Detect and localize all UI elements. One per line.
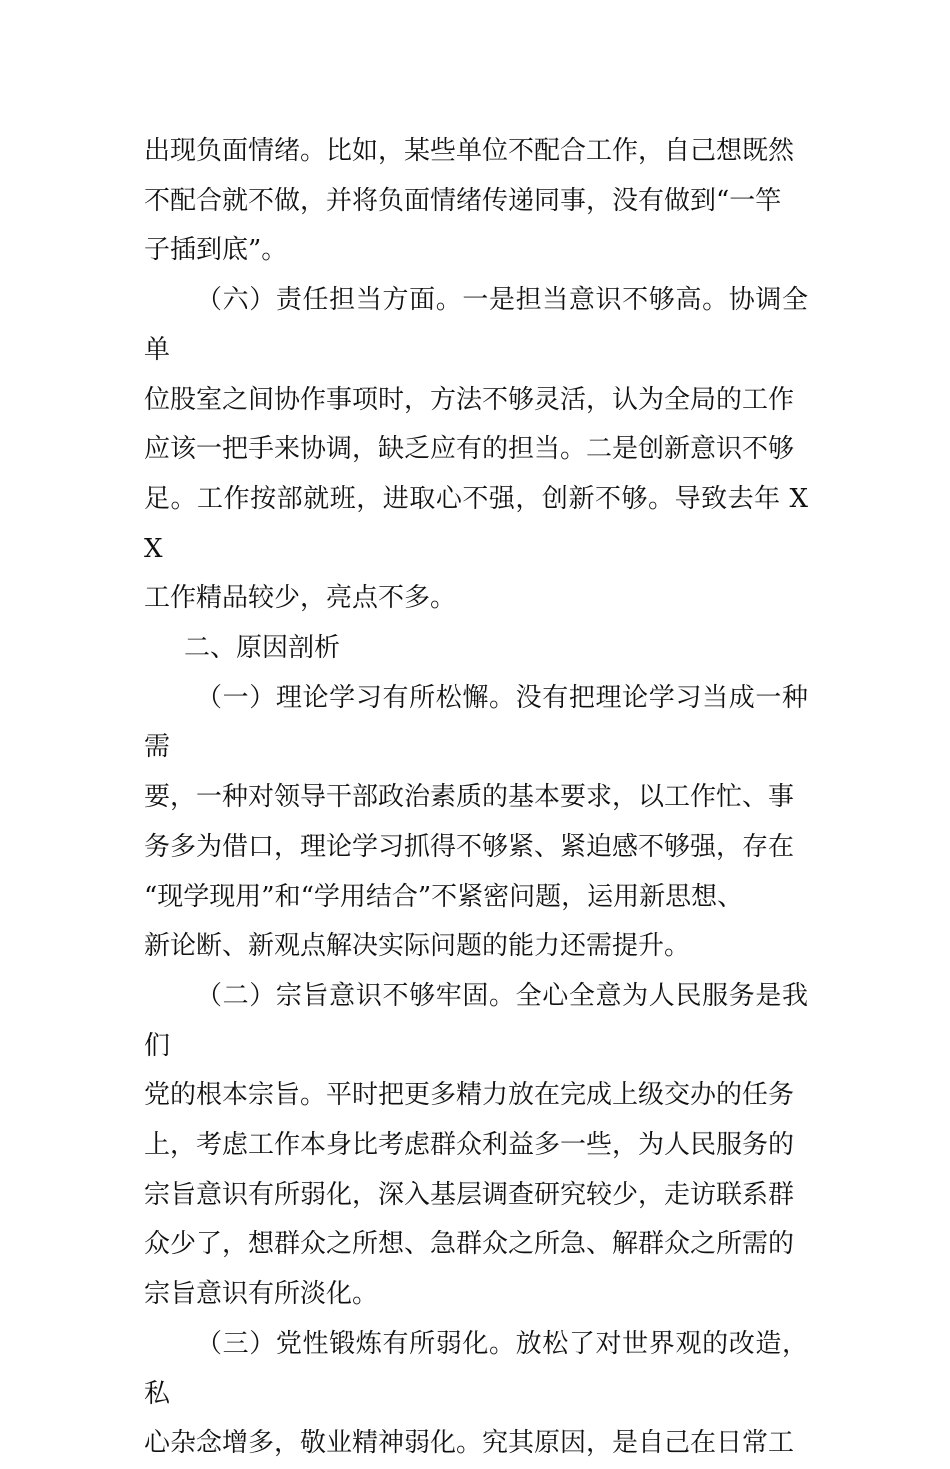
paragraph-theory-study	[144, 674, 808, 972]
text-line: 心杂念增多，敬业精神弱化。究其原因，是自己在日常工	[144, 1428, 795, 1459]
paragraph-responsibility	[144, 276, 808, 624]
text-line: （六）责任担当方面。一是担当意识不够高。协调全单	[144, 285, 808, 365]
text-line: 位股室之间协作事项时，方法不够灵活，认为全局的工作	[144, 384, 795, 415]
text-line: 子插到底”。	[144, 235, 288, 266]
text-line: “现学现用”和“学用结合”不紧密问题，运用新思想、	[144, 881, 744, 912]
text-line: 足。工作按部就班，进取心不强，创新不够。导致去年 XX	[144, 483, 808, 564]
text-line: 要，一种对领导干部政治素质的基本要求，以工作忙、事	[144, 782, 795, 813]
text-line: （二）宗旨意识不够牢固。全心全意为人民服务是我们	[144, 980, 808, 1061]
text-line: 应该一把手来协调，缺乏应有的担当。二是创新意识不够	[144, 434, 795, 465]
text-line: 新论断、新观点解决实际问题的能力还需提升。	[144, 931, 691, 962]
text-line: 宗旨意识有所弱化，深入基层调查研究较少，走访联系群	[144, 1179, 795, 1210]
text-line: 宗旨意识有所淡化。	[144, 1279, 379, 1310]
text-line: 出现负面情绪。比如，某些单位不配合工作，自己想既然	[144, 136, 795, 166]
document-body	[144, 127, 808, 1469]
text-line: 党的根本宗旨。平时把更多精力放在完成上级交办的任务	[144, 1080, 795, 1111]
paragraph-negative-emotions	[144, 127, 808, 276]
text-line: 务多为借口，理论学习抓得不够紧、紧迫感不够强，存在	[144, 831, 795, 862]
text-line: （三）党性锻炼有所弱化。放松了对世界观的改造，私	[144, 1328, 808, 1409]
text-line: 不配合就不做，并将负面情绪传递同事，没有做到“一竿	[144, 185, 782, 216]
text-line: 工作精品较少，亮点不多。	[144, 583, 457, 614]
section-heading: 二、原因剖析	[184, 633, 341, 664]
text-line: 上，考虑工作本身比考虑群众利益多一些，为人民服务的	[144, 1130, 795, 1161]
paragraph-purpose-awareness	[144, 972, 808, 1320]
text-line: 众少了，想群众之所想、急群众之所急、解群众之所需的	[144, 1229, 795, 1260]
paragraph-party-spirit	[144, 1320, 808, 1469]
text-line: （一）理论学习有所松懈。没有把理论学习当成一种需	[144, 682, 808, 763]
